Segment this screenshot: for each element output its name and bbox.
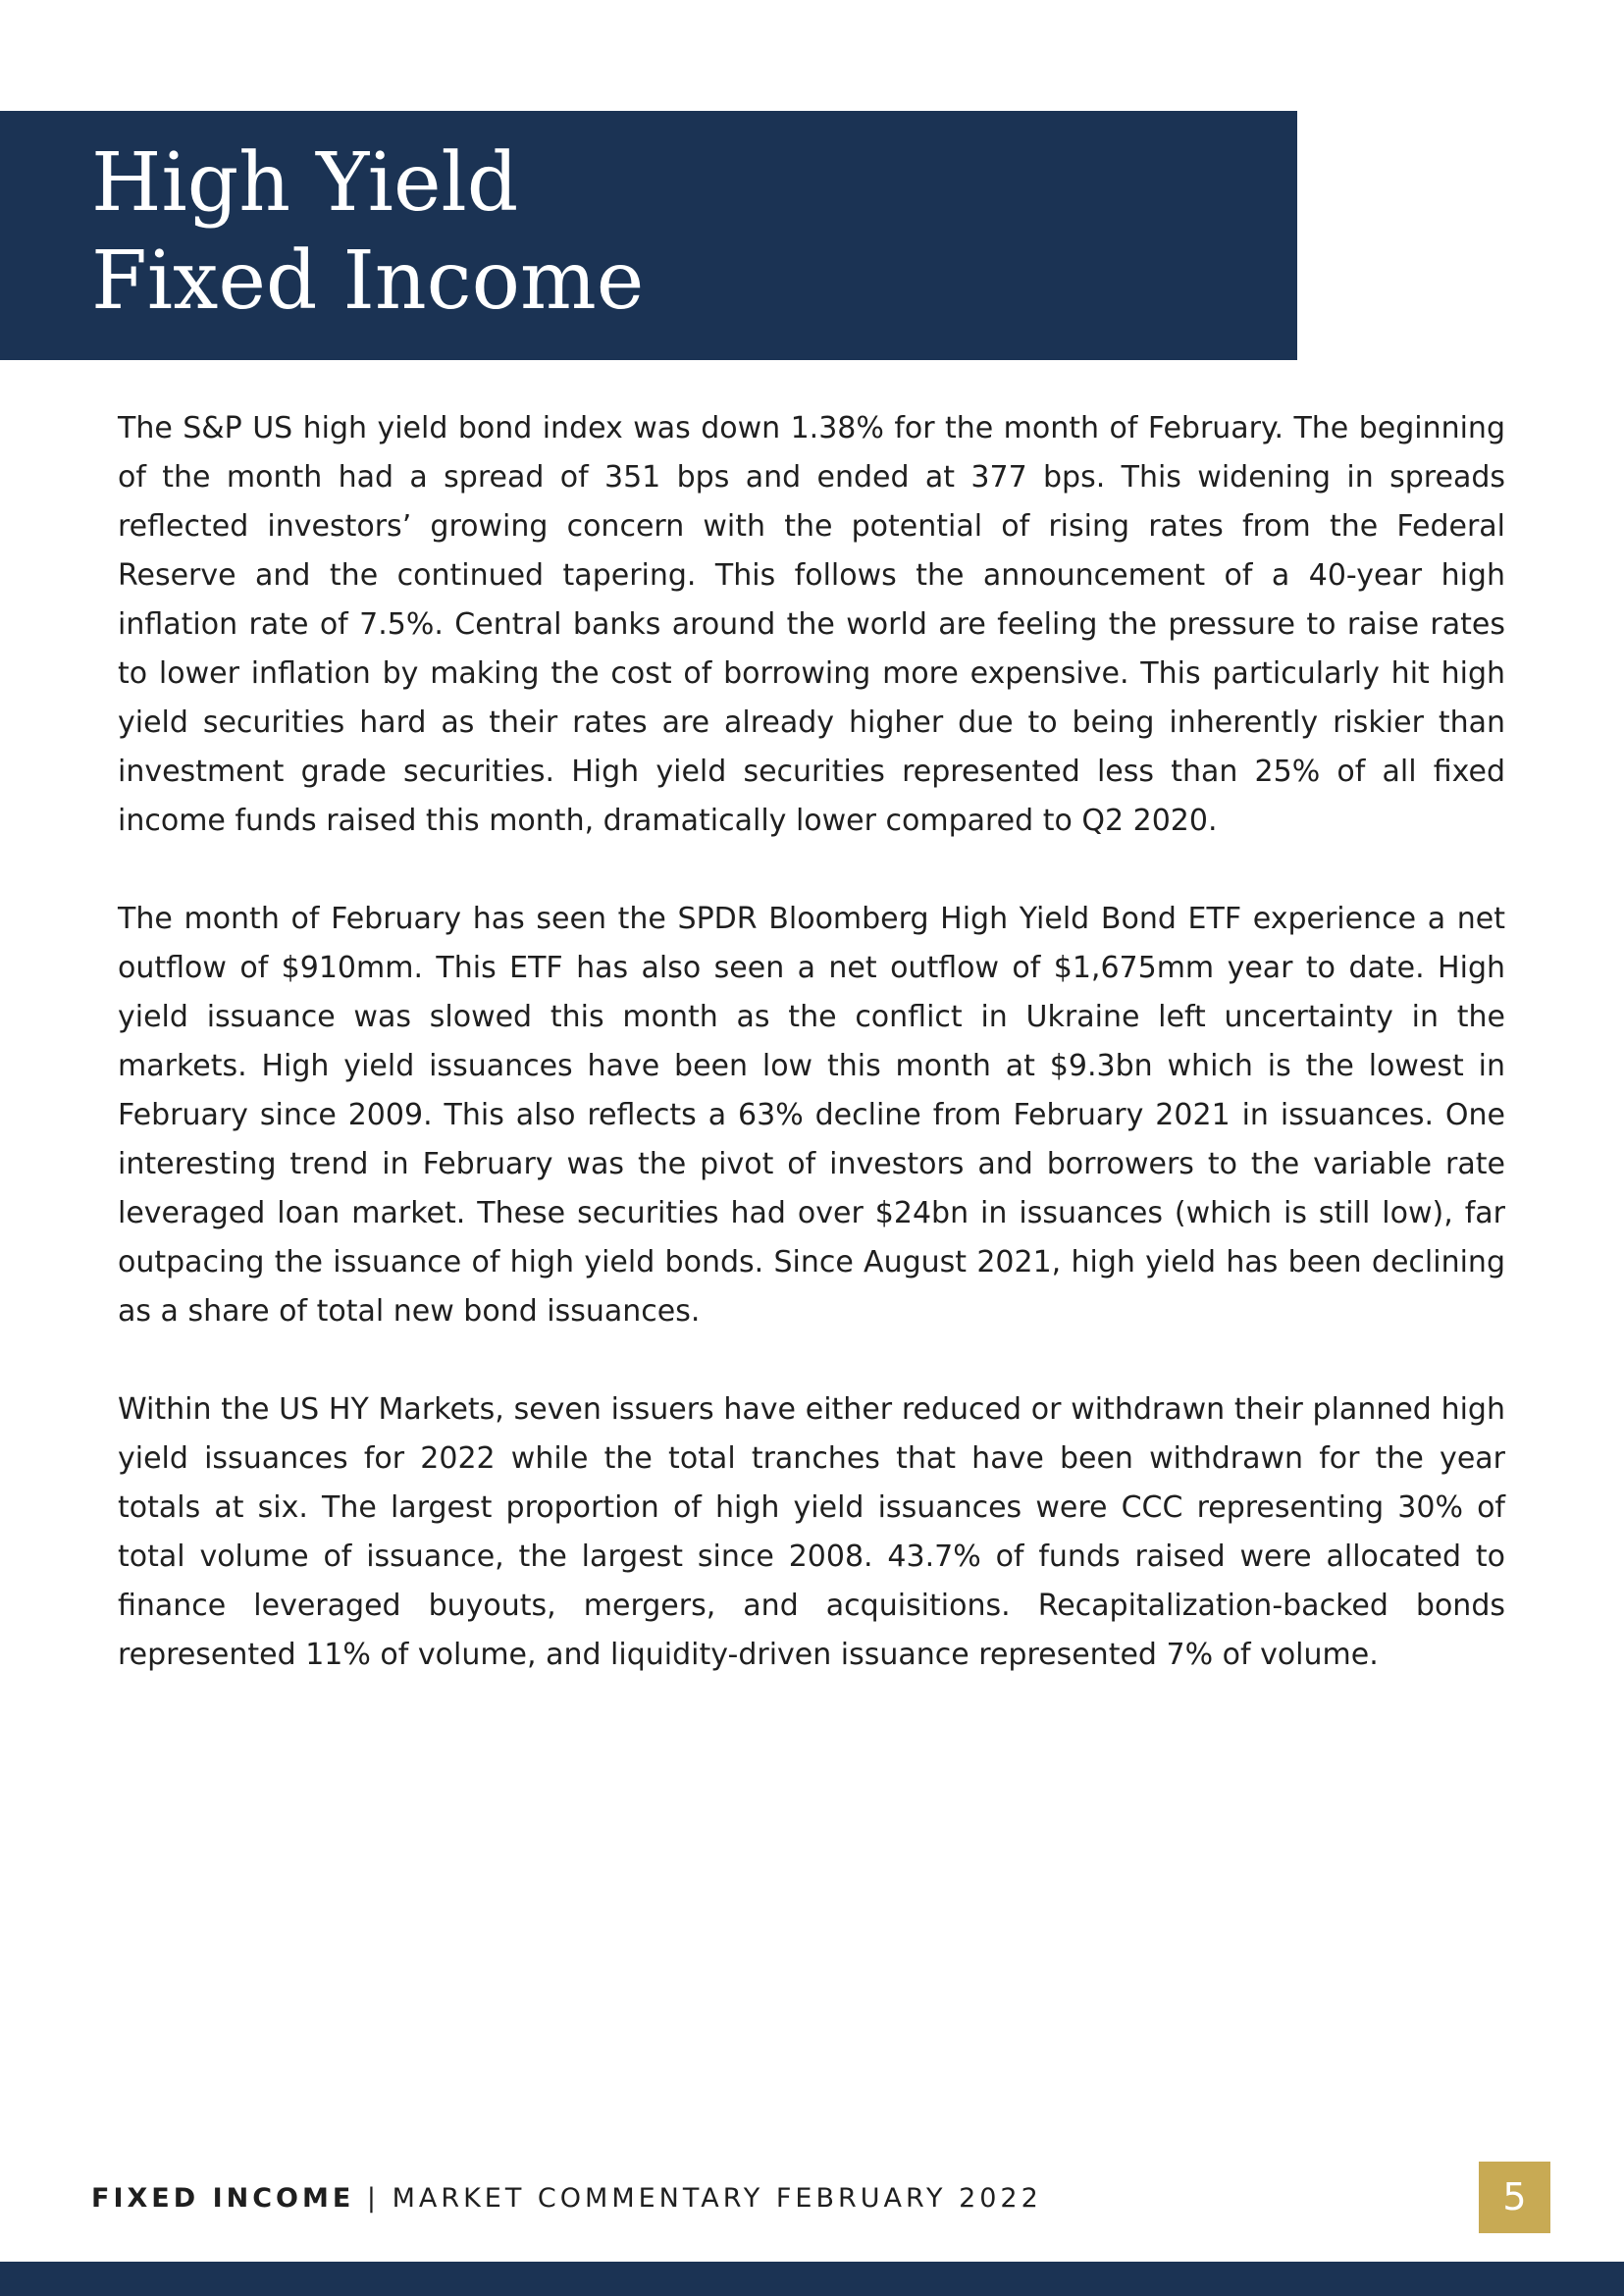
paragraph: The month of February has seen the SPDR Bloomberg High Yield Bond ETF experience a net outflow of $910mm. This ETF has also seen a net outflow of $1,675mm year to date. High yield issuance was slowed this month as the conflict in Ukraine left uncertainty in the markets. High yield issuances have been low this month at $9.3bn which is the lowest in February since 2009. This also reflects a 63% decline from February 2021 in issuances. One interesting trend in February was the pivot of investors and borrowers to the variable rate leveraged loan market. These securities had over $24bn in issuances (which is still low), far outpacing the issuance of high yield bonds. Since August 2021, high yield has been declining as a share of total new bond issuances. xyxy=(118,902,1505,1329)
footer-subtitle: MARKET COMMENTARY FEBRUARY 2022 xyxy=(392,2183,1042,2214)
footer-band xyxy=(0,2262,1624,2296)
paragraph: Within the US HY Markets, seven issuers have either reduced or withdrawn their planned high yield issuances for 2022 while the total tranches that have been withdrawn for the year totals at six. The largest proportion of high yield issuances were CCC representing 30% of total volume of issuance, the largest since 2008. 43.7% of funds raised were allocated to finance leveraged buyouts, mergers, and acquisitions. Recapitalization-backed bonds represented 11% of volume, and liquidity-driven issuance represented 7% of volume. xyxy=(118,1392,1505,1672)
footer-separator: | xyxy=(354,2183,393,2214)
paragraph: The S&P US high yield bond index was down 1.38% for the month of February. The beginning of the month had a spread of 351 bps and ended at 377 bps. This widening in spreads reflected investors’ growing concern with the potential of rising rates from the Federal Reserve and the continued tapering. This follows the announcement of a 40-year high inflation rate of 7.5%. Central banks around the world are feeling the pressure to raise rates to lower inflation by making the cost of borrowing more expensive. This particularly hit high yield securities hard as their rates are already higher due to being inherently riskier than investment grade securities. High yield securities represented less than 25% of all fixed income funds raised this month, dramatically lower compared to Q2 2020. xyxy=(118,411,1505,838)
page-title-line-2: Fixed Income xyxy=(91,235,645,328)
article-body xyxy=(118,404,1505,1729)
footer-section: FIXED INCOME xyxy=(91,2183,355,2214)
page-title-line-1: High Yield xyxy=(91,136,519,230)
page-number-badge: 5 xyxy=(1479,2162,1550,2233)
footer-label xyxy=(91,2183,1042,2214)
page-title xyxy=(91,134,644,331)
